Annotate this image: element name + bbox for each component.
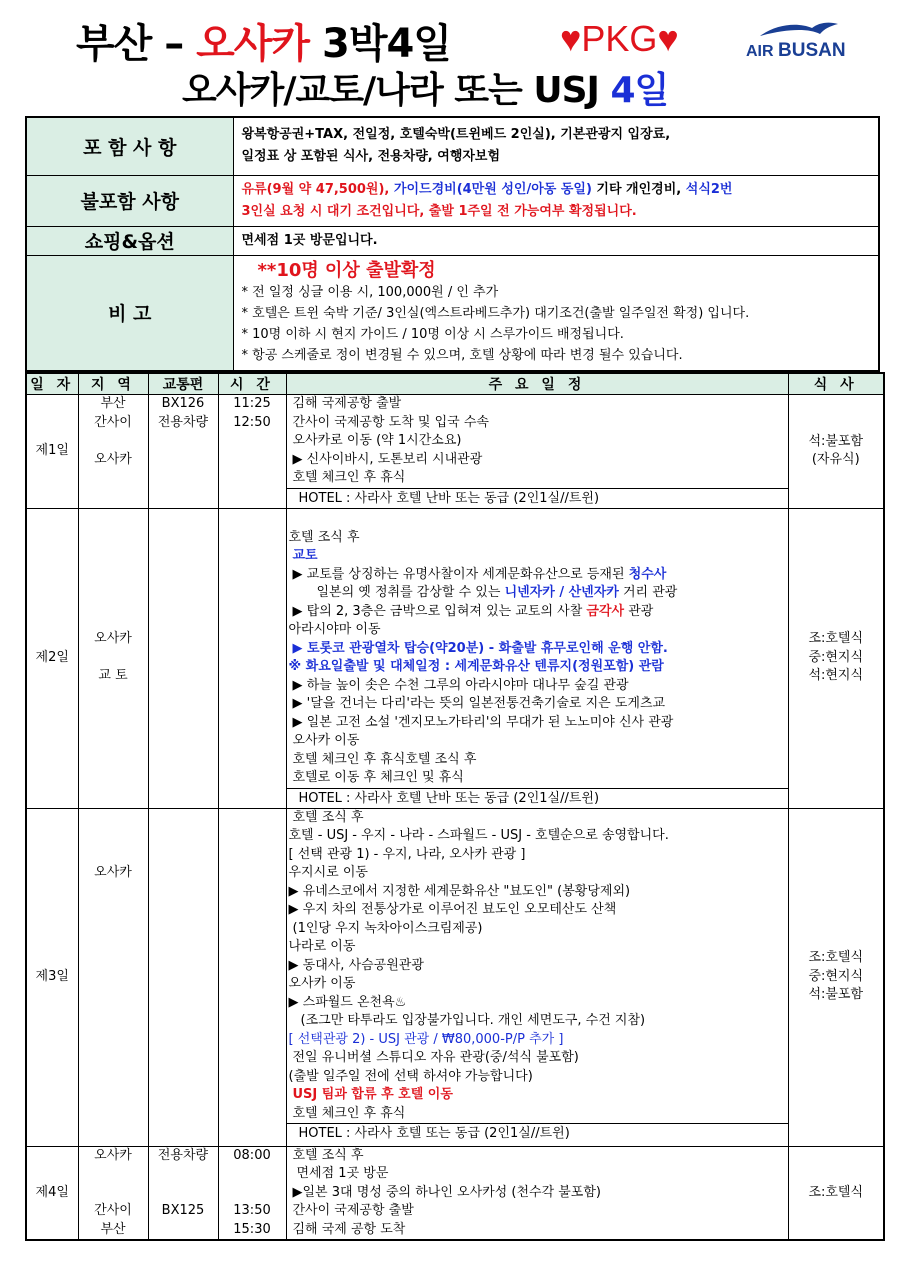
- header-transport: 교통편: [148, 373, 218, 395]
- day3-hotel: HOTEL : 사라사 호텔 또는 동급 (2인1실//트윈): [287, 1123, 788, 1143]
- airbusan-bird-icon: [746, 20, 842, 42]
- included-value: [233, 117, 879, 175]
- header-meal: 식 사: [788, 373, 884, 395]
- day1-meal: 석:불포함 (자유식): [788, 395, 884, 509]
- day4-itinerary: 호텔 조식 후 면세점 1곳 방문 ▶일본 3대 명성 중의 하나인 오사카성 (천수각 불포함) 간사이 국제공항 출발 김해 국제 공항 도착: [286, 1146, 788, 1240]
- day4-region: 오사카 간사이 부산: [78, 1146, 148, 1240]
- day2-itinerary: 호텔 조식 후 교토 ▶ 교토를 상징하는 유명사찰이자 세계문화유산으로 등재된 청수사 일본의 옛 정취를 감상할 수 있는 니넨자카 / 산넨자카 거리 관광 ▶ 탑의 2, 3층은 금박으로 입혀져 있는 교토의 사찰 금각사 관광 아라시야마 이동 ▶ 토롯코 관광열차 탑승(약20분) - 화출발 휴무로인해 운행 안함. ※ 화요일출발 및 대체일정 : 세계문화유산 텐류지(정원포함) 관람 ▶ 하늘 높이 솟은 수천 그루의 아라시야마 대나무 숲길 관광 ▶ '달을 건너는 다리'라는 뜻의 일본전통건축기술로 지은 도게츠교 ▶ 일본 고전 소설 '겐지모노가타리'의 무대가 된 노노미야 신사 관광 오사카 이동 호텔 체크인 후 휴식호텔 조식 후 호텔로 이동 후 체크인 및 휴식 HOTEL : 사라사 호텔 난바 또는 동급 (2인1실//트윈): [286, 508, 788, 808]
- excluded-triple-note: 3인실 요청 시 대기 조건입니다, 출발 1주일 전 가능여부 확정됩니다.: [241, 203, 637, 219]
- info-table: [25, 116, 880, 372]
- page-header: [0, 0, 905, 112]
- excluded-fuel: 유류(9월 약 47,500원),: [241, 181, 394, 197]
- day3-row: [26, 808, 884, 1146]
- page-subtitle: [182, 62, 668, 113]
- day2-label: 제2일: [26, 508, 78, 808]
- remarks-label: 비 고: [26, 255, 233, 371]
- shopping-label: 쇼핑&옵션: [26, 226, 233, 255]
- remarks-item: * 호텔은 트윈 숙박 기준/ 3인실(엑스트라베드추가) 대기조건(출발 일주일전 확정) 입니다.: [241, 305, 750, 321]
- title-part1: 부산 –: [76, 21, 197, 67]
- remarks-item: * 10명 이하 시 현지 가이드 / 10명 이상 시 스루가이드 배정됩니다.: [241, 326, 624, 342]
- day3-meal: 조:호텔식 중:현지식 석:불포함: [788, 808, 884, 1146]
- remarks-value: [233, 255, 879, 371]
- day1-time: 11:25 12:50: [218, 395, 286, 509]
- included-label: 포 함 사 항: [26, 117, 233, 175]
- day2-row: [26, 508, 884, 808]
- schedule-table: [25, 372, 885, 1241]
- page-title: [76, 12, 451, 69]
- header-time: 시 간: [218, 373, 286, 395]
- airbusan-logo: [746, 20, 846, 62]
- excluded-label: 불포함 사항: [26, 175, 233, 226]
- header-itinerary: 주 요 일 정: [286, 373, 788, 395]
- day3-region: 오사카: [78, 808, 148, 1146]
- excluded-dinner: 석식2번: [685, 181, 733, 197]
- day4-transport: 전용차량 BX125: [148, 1146, 218, 1240]
- excluded-personal: 기타 개인경비,: [591, 181, 686, 197]
- day2-meal: 조:호텔식 중:현지식 석:현지식: [788, 508, 884, 808]
- header-region: 지 역: [78, 373, 148, 395]
- excluded-guide-fee: 가이드경비(4만원 성인/아동 동일): [393, 181, 592, 197]
- remarks-headline: **10명 이상 출발확정: [257, 259, 436, 281]
- subtitle-days: 4일: [610, 70, 669, 111]
- day3-label: 제3일: [26, 808, 78, 1146]
- day2-transport: [148, 508, 218, 808]
- day1-hotel: HOTEL : 사라사 호텔 난바 또는 동급 (2인1실//트윈): [287, 488, 788, 508]
- day1-row: [26, 395, 884, 509]
- shopping-value: 면세점 1곳 방문입니다.: [233, 226, 879, 255]
- day4-meal: 조:호텔식: [788, 1146, 884, 1240]
- day1-label: 제1일: [26, 395, 78, 509]
- day4-time: 08:00 13:50 15:30: [218, 1146, 286, 1240]
- header-date: 일 자: [26, 373, 78, 395]
- remarks-item: * 항공 스케줄로 정이 변경될 수 있으며, 호텔 상황에 따라 변경 될수 있습니다.: [241, 347, 683, 363]
- day3-time: [218, 808, 286, 1146]
- day1-region: 부산 간사이 오사카: [78, 395, 148, 509]
- airline-busan: BUSAN: [778, 40, 846, 61]
- pkg-badge: ♥PKG♥: [560, 18, 679, 59]
- title-duration: 3박4일: [309, 21, 451, 67]
- day2-time: [218, 508, 286, 808]
- day4-row: [26, 1146, 884, 1240]
- included-line: 왕복항공권+TAX, 전일정, 호텔숙박(트윈베드 2인실), 기본관광지 입장료,: [241, 127, 671, 143]
- included-line: 일정표 상 포함된 식사, 전용차량, 여행자보험: [241, 149, 501, 165]
- excluded-value: [233, 175, 879, 226]
- day3-itinerary: 호텔 조식 후 호텔 - USJ - 우지 - 나라 - 스파월드 - USJ - 호텔순으로 송영합니다. [ 선택 관광 1) - 우지, 나라, 오사카 관광 ] 우지시로 이동 ▶ 유네스코에서 지정한 세계문화유산 "뵤도인" (봉황당제외) ▶ 우지 차의 전통상가로 이루어진 뵤도인 오모테산도 산책 (1인당 우지 녹차아이스크림제공) 나라로 이동 ▶ 동대사, 사슴공원관광 오사카 이동 ▶ 스파월드 온천욕♨ (조그만 타투라도 입장불가입니다. 개인 세면도구, 수건 지참) [ 선택관광 2) - USJ 관광 / ₩80,000-P/P 추가 ] 전일 유니버셜 스튜디오 자유 관광(중/석식 불포함) (출발 일주일 전에 선택 하셔야 가능합니다) USJ 팀과 합류 후 호텔 이동 호텔 체크인 후 휴식 HOTEL : 사라사 호텔 또는 동급 (2인1실//트윈): [286, 808, 788, 1146]
- day2-hotel: HOTEL : 사라사 호텔 난바 또는 동급 (2인1실//트윈): [287, 788, 788, 808]
- day1-transport: BX126 전용차량: [148, 395, 218, 509]
- day3-transport: [148, 808, 218, 1146]
- title-destination: 오사카: [196, 21, 310, 67]
- remarks-item: * 전 일정 싱글 이용 시, 100,000원 / 인 추가: [241, 284, 499, 300]
- day2-region: 오사카 교 토: [78, 508, 148, 808]
- day1-itinerary: 김해 국제공항 출발 간사이 국제공항 도착 및 입국 수속 오사카로 이동 (약 1시간소요) ▶ 신사이바시, 도톤보리 시내관광 호텔 체크인 후 휴식 HOTEL : 사라사 호텔 난바 또는 동급 (2인1실//트윈): [286, 395, 788, 509]
- airline-air: AIR: [746, 43, 778, 60]
- day4-label: 제4일: [26, 1146, 78, 1240]
- subtitle-text: 오사카/교토/나라 또는 USJ: [182, 70, 611, 111]
